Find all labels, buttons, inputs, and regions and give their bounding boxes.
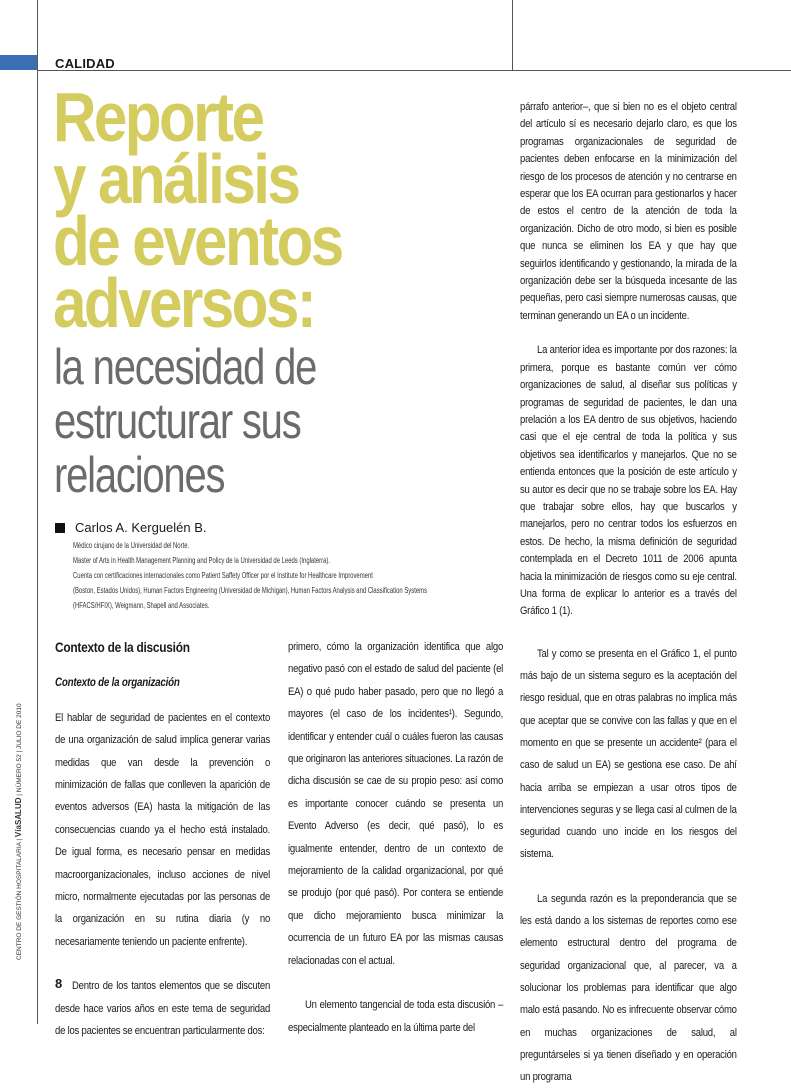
author-block (55, 520, 551, 613)
subsection-heading: Contexto de la organización (55, 677, 180, 690)
bio-line: (Boston, Estados Unidos), Human Factors Engineering (Universidad de Michigan), Human Factors Analysis and Classification Systems (73, 586, 428, 595)
subtitle-line: estructurar sus (54, 393, 301, 449)
column-2 (288, 636, 503, 1039)
section-label: CALIDAD (55, 56, 115, 71)
column-1 (55, 636, 270, 1043)
column-3 (520, 99, 737, 1088)
author-bio (73, 538, 427, 613)
subtitle-line: la necesidad de (54, 339, 317, 395)
paragraph: La segunda razón es la preponderancia que se les está dando a los sistemas de reportes como ese elemento estructural dentro del programa de seguridad organizacional que, al parecer, va a solucionar los problemas para identificar que algo malo está pasando. No es infrecuente observar cómo en muchas organizaciones de salud, al preguntárseles si ya tienen diseñado y en operación un programa (520, 892, 737, 1084)
issue-date: JULIO DE 2010 (16, 703, 23, 749)
paragraph: Dentro de los tantos elementos que se discuten desde hace varios años en este tema de seguridad de los pacientes se encuentran particularmente dos: (55, 980, 271, 1038)
page-number: 8 (55, 976, 63, 991)
sidebar-publication-info: CENTRO DE GESTIÓN HOSPITALARIA | VíaSALUD | NÚMERO 52 | JULIO DE 2010 (14, 703, 23, 960)
bullet-square-icon (55, 523, 65, 533)
paragraph: Un elemento tangencial de toda esta discusión –especialmente planteado en la última parte del (288, 999, 504, 1034)
title-line: adversos: (53, 264, 315, 342)
bio-line: Médico cirujano de la Universidad del Norte. (73, 541, 190, 550)
article-subtitle (54, 340, 316, 502)
author-name: Carlos A. Kerguelén B. (75, 520, 207, 535)
section-color-bar (0, 55, 37, 70)
title-line: Reporte (53, 78, 263, 156)
section-heading: Contexto de la discusión (55, 639, 190, 655)
paragraph: El hablar de seguridad de pacientes en el contexto de una organización de salud implica generar varias medidas que van desde la prevención o minimización de fallas que conlleven la aparición de eventos adversos (EA) hasta la mitigación de las consecuencias cuando ya el hecho está instalado. De igual forma, es necesario pensar en medidas macroorganizacionales, incluso acciones de nivel micro, normalmente ejecutadas por las personas de la organización en su rutina diaria (y no necesariamente teniendo un paciente enfrente). (55, 711, 271, 948)
header-rule (37, 70, 791, 71)
subtitle-line: relaciones (54, 447, 225, 503)
paragraph: Tal y como se presenta en el Gráfico 1, el punto más bajo de un sistema seguro es la aceptación del riesgo residual, que en otras palabras no implica más que aceptar que se convive con las fallas y que en el momento en que se presente un accidente² (para el caso de salud un EA) se gestiona ese caso. De ahí hacia arriba se empiezan a usar otros tipos de intervenciones seguras y se llega casi al culmen de la seguridad cuando uno incide en los riesgos del sistema. (520, 647, 737, 861)
magazine-name: VíaSALUD (14, 797, 23, 838)
top-right-rule (512, 0, 513, 70)
left-rule (37, 0, 38, 1024)
paragraph: primero, cómo la organización identifica que algo negativo pasó con el estado de salud del paciente (el EA) o qué pudo haber pasado, pero que no llegó a mayores (el caso de los incidentes¹). Segundo, identificar y entender cuál o cuáles fueron las causas que originaron las anteriores situaciones. La razón de dicha discusión se cae de su propio peso: así como es importante conocer cuándo se presenta un Evento Adverso (es decir, qué pasó), lo es igualmente entender, dentro de un contexto de mejoramiento de la calidad organizacional, por qué se produjo (por qué pasó). Por contera se entiende que dicho mejoramiento busca minimizar la ocurrencia de un futuro EA por las mismas causas relacionadas con el actual. (288, 641, 504, 967)
issue-number: NÚMERO 52 (16, 754, 23, 793)
title-line: de eventos (53, 202, 342, 280)
article-title (53, 78, 342, 342)
title-line: y análisis (53, 140, 299, 218)
bio-line: Cuenta con certificaciones internacionales como Patient Saffety Officer por el Institute for Healthcare Improvement (73, 571, 373, 580)
paragraph: La anterior idea es importante por dos razones: la primera, porque es bastante común ver cómo organizaciones de salud, al diseñar sus políticas y programas de seguridad de pacientes, le dan una prelación a los EA dentro de sus objetivos, haciendo casi que el eje central de toda la política y sus objetivos sea identificarlos y manejarlos. Que no se entienda entonces que la posición de este artículo y su autor es decir que no se trabaje sobre los EA. Hay que trabajar sobre ellos, hay que buscarlos y manejarlos, pero no centrar todos los esfuerzos en estos. De hecho, la misma definición de seguridad contemplada en el Decreto 1011 de 2006 apunta hacia la minimización de riesgos como su eje central. Una forma de explicar lo anterior es a través del Gráfico 1 (1). (520, 344, 737, 618)
org-name: CENTRO DE GESTIÓN HOSPITALARIA (16, 842, 23, 960)
paragraph: párrafo anterior–, que si bien no es el objeto central del artículo sí es necesario dejarlo claro, es que los programas organizacionales de seguridad de pacientes deben enfocarse en la minimización del riesgo de los procesos de atención y no centrarse en esperar que los EA ocurran para gestionarlos y hacer de estos el centro de la atención de toda la organización. Dicho de otro modo, si bien es posible que nunca se eliminen los EA y que hay que seguirlos identificando y gestionando, la mirada de la organización debe ser la búsqueda incesante de las pequeñas, pero casi siempre numerosas causas, que terminan generando un EA o un incidente. (520, 101, 737, 322)
bio-line: Master of Arts in Health Management Planning and Policy de la Universidad de Leeds (Inglaterra). (73, 556, 331, 565)
bio-line: (HFACS/HFIX), Weigmann, Shapell and Associates. (73, 601, 210, 610)
